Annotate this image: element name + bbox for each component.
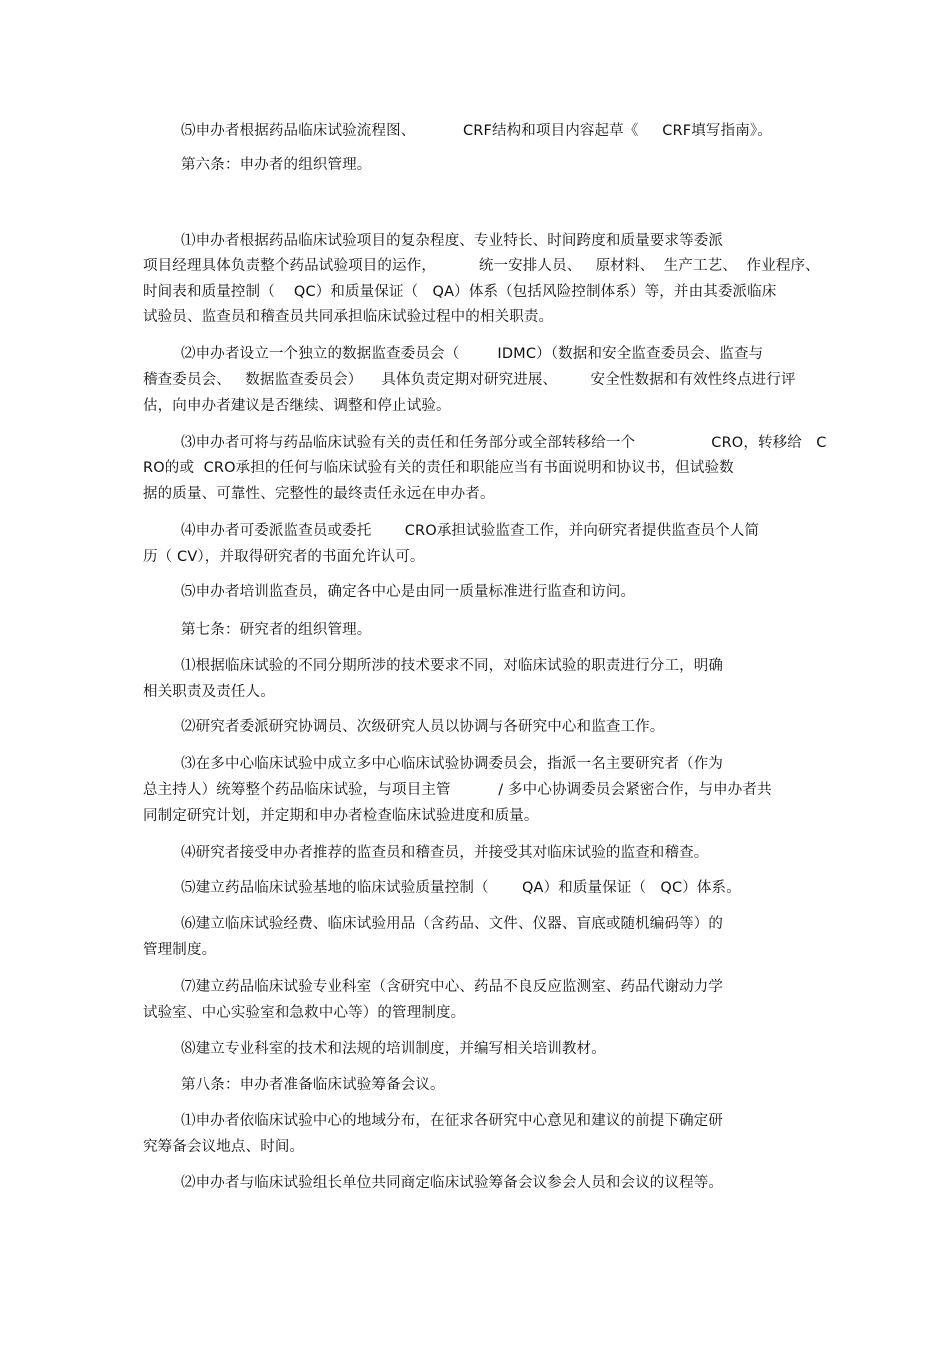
text-line: ⑶在多中心临床试验中成立多中心临床试验协调委员会，指派一名主要研究者（作为 xyxy=(181,756,724,772)
text-line: 究筹备会议地点、时间。 xyxy=(143,1139,305,1155)
text-line: ⑴根据临床试验的不同分期所涉的技术要求不同，对临床试验的职责进行分工，明确 xyxy=(181,658,724,674)
text-line: ⑵申办者设立一个独立的数据监查委员会（ IDMC）（数据和安全监查委员会、监查与 xyxy=(181,346,764,362)
text-line: 时间表和质量控制（ QC）和质量保证（ QA）体系（包括风险控制体系）等，并由其委派临床 xyxy=(143,284,777,300)
text-line: 历（ CV），并取得研究者的书面允许认可。 xyxy=(143,549,425,565)
article-heading: 第七条：研究者的组织管理。 xyxy=(181,622,372,638)
text-line: 同制定研究计划，并定期和申办者检查临床试验进度和质量。 xyxy=(143,808,539,824)
article-heading: 第八条：申办者准备临床试验筹备会议。 xyxy=(181,1077,445,1093)
text-line: ⑴申办者根据药品临床试验项目的复杂程度、专业特长、时间跨度和质量要求等委派 xyxy=(181,233,724,249)
text-line: ⑶申办者可将与药品临床试验有关的责任和任务部分或全部转移给一个 CRO，转移给 C xyxy=(181,435,827,451)
text-line: 试验室、中心实验室和急救中心等）的管理制度。 xyxy=(143,1005,466,1021)
text-line: 管理制度。 xyxy=(143,942,217,958)
text-line: ⑸申办者培训监查员，确定各中心是由同一质量标准进行监查和访问。 xyxy=(181,584,636,600)
text-line: RO的或 CRO承担的任何与临床试验有关的责任和职能应当有书面说明和协议书，但试验数 xyxy=(143,460,734,476)
text-line: ⑵研究者委派研究协调员、次级研究人员以协调与各研究中心和监查工作。 xyxy=(181,719,665,735)
text-line: ⑻建立专业科室的技术和法规的培训制度，并编写相关培训教材。 xyxy=(181,1041,606,1057)
text-line: ⑸申办者根据药品临床试验流程图、 CRF结构和项目内容起草《 CRF填写指南》。 xyxy=(181,123,772,139)
text-line: 总主持人）统筹整个药品临床试验，与项目主管 / 多中心协调委员会紧密合作，与申办者共 xyxy=(143,782,772,798)
text-line: ⑷研究者接受申办者推荐的监查员和稽查员，并接受其对临床试验的监查和稽查。 xyxy=(181,845,709,861)
text-line: 相关职责及责任人。 xyxy=(143,684,275,700)
text-line: 项目经理具体负责整个药品试验项目的运作， 统一安排人员、 原材料、 生产工艺、 作业程序、 xyxy=(143,258,820,274)
text-line: 据的质量、可靠性、完整性的最终责任永远在申办者。 xyxy=(143,486,495,502)
text-line: ⑷申办者可委派监查员或委托 CRO承担试验监查工作，并向研究者提供监查员个人简 xyxy=(181,523,760,539)
text-line: 稽查委员会、 数据监查委员会） 具体负责定期对研究进展、 安全性数据和有效性终点进行评 xyxy=(143,372,796,388)
text-line: 试验员、监查员和稽查员共同承担临床试验过程中的相关职责。 xyxy=(143,309,554,325)
article-heading: 第六条：申办者的组织管理。 xyxy=(181,157,372,173)
text-line: ⑵申办者与临床试验组长单位共同商定临床试验筹备会议参会人员和会议的议程等。 xyxy=(181,1175,724,1191)
text-line: ⑹建立临床试验经费、临床试验用品（含药品、文件、仪器、盲底或随机编码等）的 xyxy=(181,916,724,932)
text-line: ⑴申办者依临床试验中心的地域分布，在征求各研究中心意见和建议的前提下确定研 xyxy=(181,1113,724,1129)
text-line: ⑸建立药品临床试验基地的临床试验质量控制（ QA）和质量保证（ QC）体系。 xyxy=(181,880,741,896)
text-line: 估，向申办者建议是否继续、调整和停止试验。 xyxy=(143,398,451,414)
text-line: ⑺建立药品临床试验专业科室（含研究中心、药品不良反应监测室、药品代谢动力学 xyxy=(181,979,724,995)
